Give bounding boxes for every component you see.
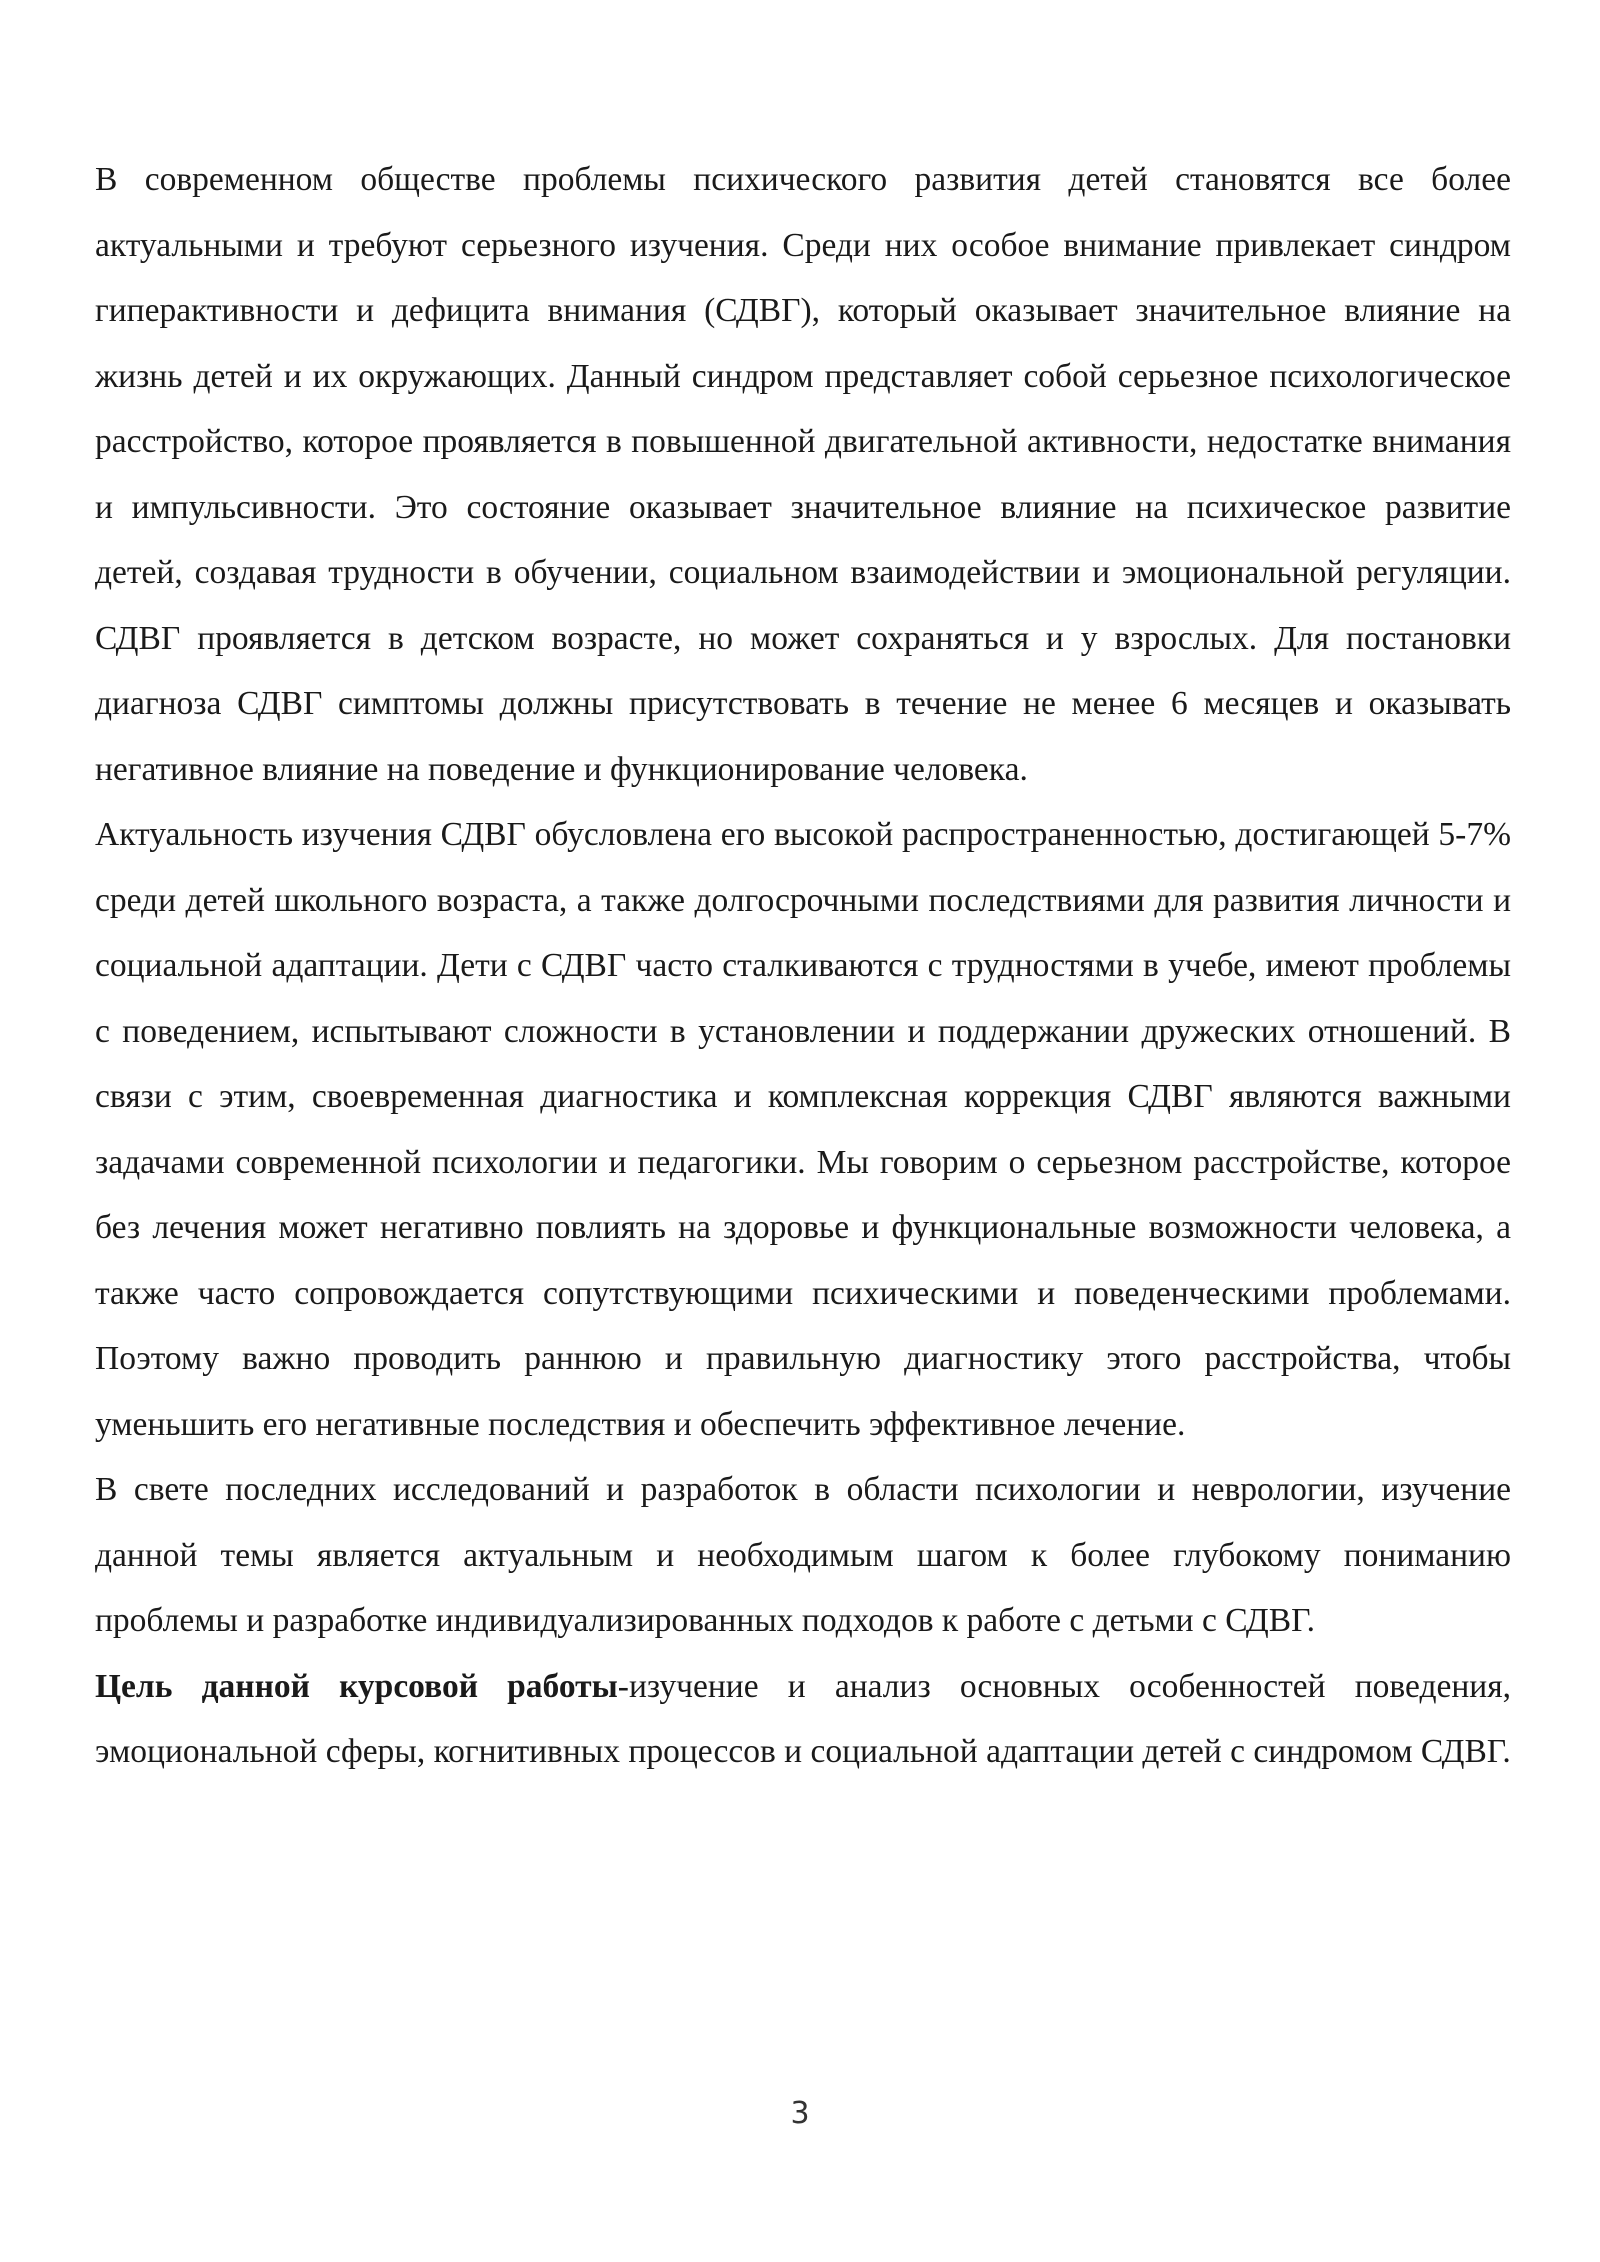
goal-text: -изучение и анализ основных особенностей поведения, эмоциональной сферы, когнитивных процессов и социальной адаптации детей с синдромом СДВГ. xyxy=(95,1667,1512,1770)
body-text xyxy=(95,147,1511,1785)
paragraph-relevance: Актуальность изучения СДВГ обусловлена его высокой распространенностью, достигающей 5-7% среди детей школьного возраста, а также долгосрочными последствиями для развития личности и социальной адаптации. Дети с СДВГ часто сталкиваются с трудностями в учебе, имеют проблемы с поведением, испытывают сложности в установлении и поддержании дружеских отношений. В связи с этим, своевременная диагностика и комплексная коррекция СДВГ являются важными задачами современной психологии и педагогики. Мы говорим о серьезном расстройстве, которое без лечения может негативно повлиять на здоровье и функциональные возможности человека, а также часто сопровождается сопутствующими психическими и поведенческими проблемами. Поэтому важно проводить раннюю и правильную диагностику этого расстройства, чтобы уменьшить его негативные последствия и обеспечить эффективное лечение. xyxy=(95,816,1511,1443)
paragraph-goal xyxy=(95,1654,1511,1785)
paragraph-intro: В современном обществе проблемы психического развития детей становятся все более актуальными и требуют серьезного изучения. Среди них особое внимание привлекает синдром гиперактивности и дефицита внимания (СДВГ), который оказывает значительное влияние на жизнь детей и их окружающих. Данный синдром представляет собой серьезное психологическое расстройство, которое проявляется в повышенной двигательной активности, недостатке внимания и импульсивности. Это состояние оказывает значительное влияние на психическое развитие детей, создавая трудности в обучении, социальном взаимодействии и эмоциональной регуляции. СДВГ проявляется в детском возрасте, но может сохраняться и у взрослых. Для постановки диагноза СДВГ симптомы должны присутствовать в течение не менее 6 месяцев и оказывать негативное влияние на поведение и функционирование человека. xyxy=(95,161,1511,788)
page-number: 3 xyxy=(790,2096,810,2131)
paragraph-research-context: В свете последних исследований и разработок в области психологии и неврологии, изучение данной темы является актуальным и необходимым шагом к более глубокому пониманию проблемы и разработке индивидуализированных подходов к работе с детьми с СДВГ. xyxy=(95,1471,1511,1639)
goal-heading: Цель данной курсовой работы xyxy=(95,1667,618,1705)
